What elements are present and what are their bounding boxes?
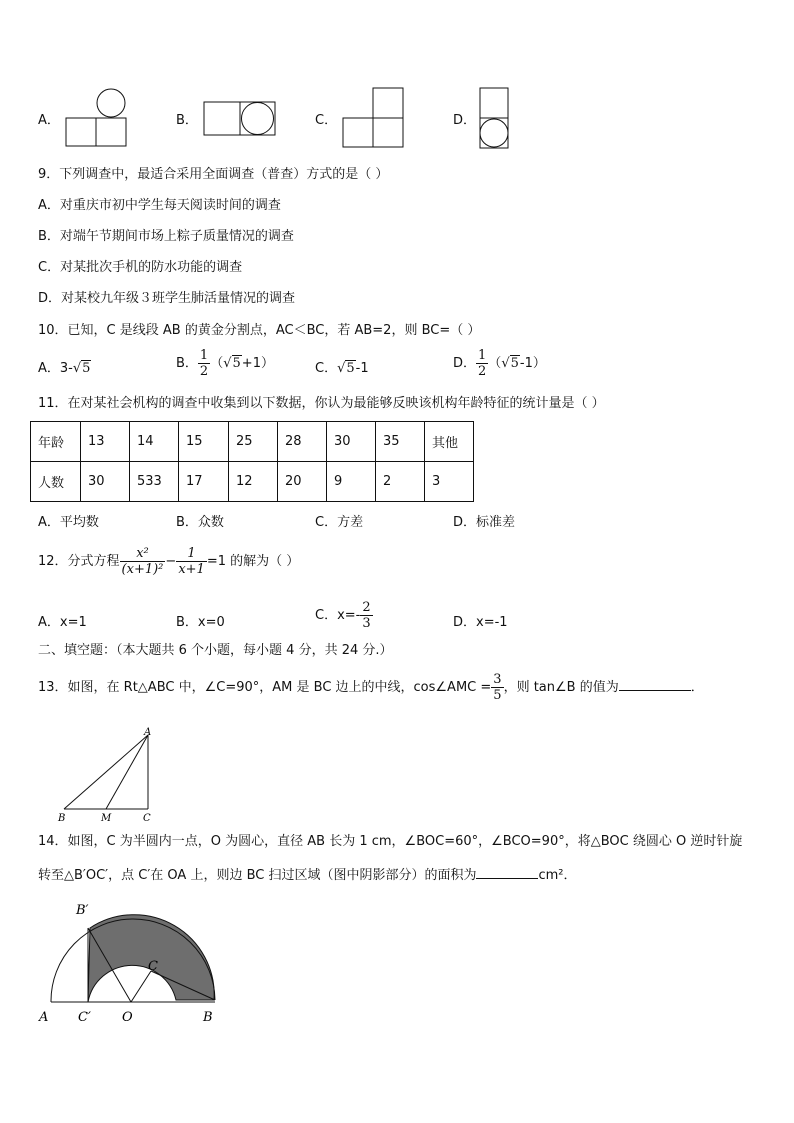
fraction-numerator: x² bbox=[120, 546, 166, 562]
table-cell: 13 bbox=[81, 422, 130, 462]
fraction-denominator: (x+1)² bbox=[121, 562, 164, 577]
q13-triangle-figure bbox=[52, 726, 158, 822]
q12-option-c bbox=[315, 600, 373, 631]
age-table bbox=[30, 421, 474, 502]
sqrt-symbol: √5 bbox=[501, 356, 519, 371]
q12-stem-suffix: =1 的解为（ ） bbox=[206, 554, 300, 569]
q8-option-a-label: A． bbox=[38, 113, 60, 128]
q14-unit: cm²． bbox=[538, 868, 577, 883]
q11-option-a: A．平均数 bbox=[38, 515, 99, 530]
q10-option-c-label: C． bbox=[315, 361, 338, 376]
q13-stem-part-b: ，则 tan∠B 的值为 bbox=[503, 680, 619, 695]
fraction-denominator: 2 bbox=[199, 364, 209, 379]
q14-line-2-text: 转至△B′OC′，点 C′在 OA 上，则边 BC 扫过区域（图中阴影部分）的面积为 bbox=[38, 868, 477, 883]
table-cell: 30 bbox=[327, 422, 376, 462]
table-cell: 14 bbox=[130, 422, 179, 462]
q11-option-d: D．标准差 bbox=[453, 515, 516, 530]
table-cell: 2 bbox=[376, 462, 425, 502]
q10-option-b bbox=[176, 348, 274, 379]
table-cell: 9 bbox=[327, 462, 376, 502]
q11-option-c: C．方差 bbox=[315, 515, 364, 530]
fraction-denominator: 5 bbox=[493, 688, 502, 703]
q8-option-b-label: B． bbox=[176, 113, 198, 128]
q12-stem-prefix: 12．分式方程 bbox=[38, 554, 120, 569]
label-b: B bbox=[203, 1010, 213, 1025]
table-cell: 3 bbox=[425, 462, 474, 502]
paren-open: （ bbox=[488, 356, 502, 371]
q9-option-d: D．对某校九年级３班学生肺活量情况的调查 bbox=[38, 291, 296, 306]
q8-option-c bbox=[315, 109, 337, 128]
label-b: B bbox=[58, 813, 66, 822]
q14-semicircle-figure bbox=[36, 898, 220, 1026]
equals-sign: = bbox=[480, 680, 492, 695]
fraction-denominator: 2 bbox=[478, 364, 487, 379]
q13-stem-part-a: 13．如图，在 Rt△ABC 中，∠C=90°，AM 是 BC 边上的中线，cos∠AMC bbox=[38, 680, 477, 695]
q12-stem bbox=[38, 546, 299, 577]
table-row bbox=[31, 462, 474, 502]
table-cell: 17 bbox=[179, 462, 229, 502]
fraction-numerator: 2 bbox=[362, 600, 371, 615]
table-cell: 533 bbox=[130, 462, 179, 502]
minus-sign: − bbox=[165, 554, 177, 569]
q8-figure-c bbox=[341, 86, 405, 150]
table-cell: 35 bbox=[376, 422, 425, 462]
q9-option-a: A．对重庆市初中学生每天阅读时间的调查 bbox=[38, 198, 281, 213]
q10-option-b-label: B． bbox=[176, 356, 198, 371]
label-a: A bbox=[39, 1010, 49, 1025]
paren-open: （ bbox=[210, 356, 224, 371]
sqrt-symbol: √5 bbox=[337, 361, 355, 376]
table-cell: 15 bbox=[179, 422, 229, 462]
q12-option-c-label: C．x=- bbox=[315, 608, 361, 623]
q12-fraction-2 bbox=[176, 546, 207, 577]
section-title: 二、填空题：（本大题共 6 个小题，每小题 4 分，共 24 分.） bbox=[38, 643, 393, 658]
q10-stem: 10．已知，C 是线段 AB 的黄金分割点，AC＜BC，若 AB=2，则 BC=（ ） bbox=[38, 323, 481, 338]
half-fraction bbox=[198, 348, 210, 379]
q8-option-d bbox=[453, 109, 476, 128]
table-row bbox=[31, 422, 474, 462]
fraction-numerator: 1 bbox=[176, 546, 207, 562]
label-c: C bbox=[143, 813, 151, 822]
table-cell: 其他 bbox=[425, 422, 474, 462]
table-cell: 人数 bbox=[31, 462, 81, 502]
q12-fraction-1 bbox=[120, 546, 166, 577]
table-cell: 12 bbox=[229, 462, 278, 502]
q8-figure-d bbox=[478, 86, 512, 152]
q12-option-d: D．x=-1 bbox=[453, 615, 508, 630]
paren-close: -1） bbox=[519, 356, 546, 371]
fraction-numerator: 3 bbox=[493, 672, 502, 687]
half-fraction bbox=[476, 348, 488, 379]
q14-line-2 bbox=[38, 864, 577, 883]
radicand: 5 bbox=[232, 356, 241, 371]
radicand: 5 bbox=[346, 361, 355, 376]
radicand: 5 bbox=[510, 356, 519, 371]
label-a: A bbox=[144, 727, 152, 738]
sqrt-symbol: √5 bbox=[72, 361, 91, 376]
table-cell: 25 bbox=[229, 422, 278, 462]
label-c-prime: C′ bbox=[78, 1010, 91, 1025]
table-cell: 年龄 bbox=[31, 422, 81, 462]
label-b-prime: B′ bbox=[76, 903, 89, 918]
sqrt-symbol: √5 bbox=[223, 356, 241, 371]
table-cell: 28 bbox=[278, 422, 327, 462]
q8-option-b bbox=[176, 109, 198, 128]
q10-option-d bbox=[453, 348, 546, 379]
fraction-denominator: 3 bbox=[362, 616, 371, 631]
q12-option-c-fraction bbox=[360, 600, 372, 631]
label-m: M bbox=[101, 813, 112, 822]
answer-blank[interactable] bbox=[476, 878, 538, 879]
table-cell: 30 bbox=[81, 462, 130, 502]
q10-option-a bbox=[38, 357, 91, 376]
q10-option-d-label: D． bbox=[453, 356, 477, 371]
q10-option-a-label: A．3- bbox=[38, 361, 73, 376]
minus-one: -1 bbox=[355, 361, 369, 376]
q8-figure-a bbox=[64, 88, 130, 148]
q9-stem: 9．下列调查中，最适合采用全面调查（普查）方式的是（ ） bbox=[38, 167, 389, 182]
q8-option-d-label: D． bbox=[453, 113, 477, 128]
q8-option-a bbox=[38, 109, 60, 128]
answer-blank[interactable] bbox=[619, 690, 691, 691]
q8-figure-b bbox=[202, 100, 278, 138]
q11-option-b: B．众数 bbox=[176, 515, 224, 530]
table-cell: 20 bbox=[278, 462, 327, 502]
q13-fraction bbox=[491, 672, 503, 703]
period: ． bbox=[690, 680, 704, 695]
fraction-numerator: 1 bbox=[478, 348, 487, 363]
q14-line-1: 14．如图，C 为半圆内一点，O 为圆心，直径 AB 长为 1 cm，∠BOC=60°，∠BCO=90°，将△BOC 绕圆心 O 逆时针旋 bbox=[38, 834, 743, 849]
q9-option-b: B．对端午节期间市场上粽子质量情况的调查 bbox=[38, 229, 294, 244]
label-o: O bbox=[122, 1010, 133, 1025]
q11-stem: 11．在对某社会机构的调查中收集到以下数据，你认为最能够反映该机构年龄特征的统计量是（ ） bbox=[38, 396, 605, 411]
q10-option-c bbox=[315, 357, 369, 376]
radicand: 5 bbox=[82, 361, 91, 376]
q12-option-a: A．x=1 bbox=[38, 615, 87, 630]
label-c: C bbox=[148, 959, 158, 974]
q8-option-c-label: C． bbox=[315, 113, 338, 128]
q13-stem bbox=[38, 672, 704, 703]
fraction-denominator: x+1 bbox=[178, 562, 205, 577]
q9-option-c: C．对某批次手机的防水功能的调查 bbox=[38, 260, 243, 275]
q12-option-b: B．x=0 bbox=[176, 615, 225, 630]
fraction-numerator: 1 bbox=[199, 348, 209, 363]
paren-close: +1） bbox=[241, 356, 274, 371]
